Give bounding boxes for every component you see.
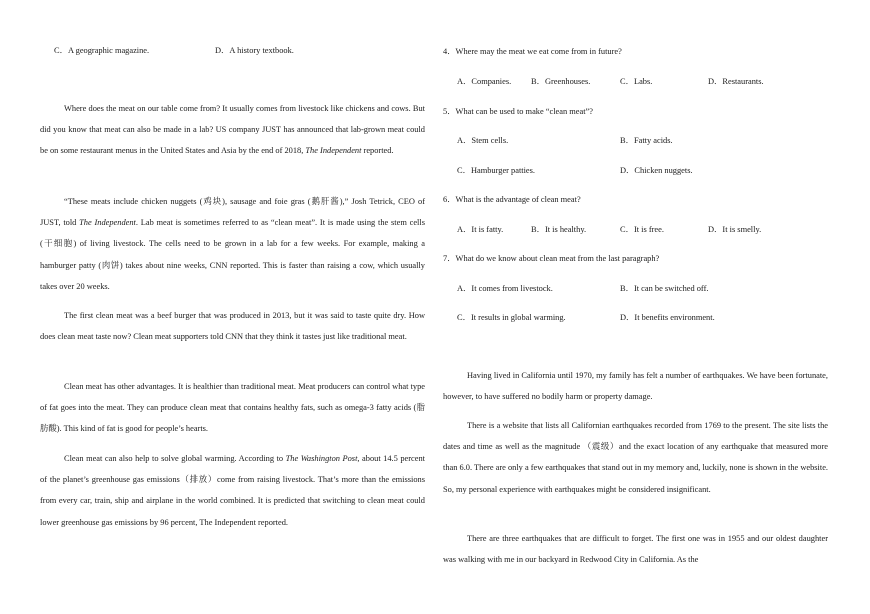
paragraph-text-run: Clean meat can also help to solve global warming. According to [64, 454, 286, 463]
passage-paragraph-2 [40, 191, 425, 297]
paragraph-text-run: , about 14.5 percent of the planet’s greenhouse gas emissions（排放）come from raising livestock. That’s more than the emissions from every car, train, ship and airplane in the world combined. It is predicted that switching to clean meat could lower greenhouse gas emissions by 96 percent, The Independent reported. [40, 454, 426, 527]
q7-option-d: D．It benefits environment. [620, 313, 715, 322]
q4-option-c: C．Labs. [620, 77, 653, 86]
q5-option-a: A．Stem cells. [457, 136, 509, 145]
passage-paragraph-4 [40, 376, 425, 440]
q5-option-d: D．Chicken nuggets. [620, 166, 693, 175]
question-6-stem: 6．What is the advantage of clean meat? [443, 195, 581, 204]
earthquake-paragraph-2: There is a website that lists all Californian earthquakes recorded from 1769 to the present. The site lists the dates and time as well as the magnitude （震级）and the exact location of any earthquake that measured more than 6.0. There are only a few earthquakes that stand out in my memory and, luckily, none is shown in the website. So, my personal experience with earthquakes might be considered insignificant. [443, 421, 828, 494]
q7-option-a: A．It comes from livestock. [457, 284, 553, 293]
q5-option-b: B．Fatty acids. [620, 136, 673, 145]
q6-option-b: B．It is healthy. [531, 225, 587, 234]
question-4-stem: 4．Where may the meat we eat come from in future? [443, 47, 622, 56]
q6-option-c: C．It is free. [620, 225, 664, 234]
q4-option-d: D．Restaurants. [708, 77, 764, 86]
question-7-stem: 7．What do we know about clean meat from the last paragraph? [443, 254, 660, 263]
passage-paragraph-5 [40, 448, 425, 533]
passage-paragraph-1 [40, 98, 425, 162]
paragraph-text-run: Where does the meat on our table come from? It usually comes from livestock like chickens and cows. But did you know that meat can also be made in a lab? US company JUST has announced that lab-grown meat could be on some restaurant menus in the United States and Asia by the end of 2018, [40, 104, 425, 156]
paragraph-text-run: reported. [361, 146, 394, 156]
italic-source-name: The Independent [305, 146, 362, 156]
option-d: D．A history textbook. [215, 46, 294, 55]
paragraph-text-run: . Lab meat is sometimes referred to as “clean meat”. It is made using the stem cells (干细胞) of living livestock. The cells need to be grown in a lab for a few weeks. For example, making a hamburger patty (肉饼) takes about nine weeks, CNN reported. This is faster than raising a cow, which usually takes over 20 weeks. [40, 218, 425, 291]
option-c: C．A geographic magazine. [54, 46, 150, 55]
paragraph-text-run: The first clean meat was a beef burger that was produced in 2013, but it was said to taste quite dry. How does clean meat taste now? Clean meat supporters told CNN that they think it tastes just like traditional meat. [40, 311, 425, 342]
earthquake-paragraph-1: Having lived in California until 1970, my family has felt a number of earthquakes. We have been fortunate, however, to have suffered no bodily harm or property damage. [443, 371, 828, 402]
q7-option-c: C．It results in global warming. [457, 313, 566, 322]
italic-source-name: The Independent [79, 218, 136, 228]
paragraph-text-run: Clean meat has other advantages. It is healthier than traditional meat. Meat producers can control what type of fat goes into the meat. They can produce clean meat that contains healthy fats, such as omega-3 fatty acids (脂肪酸). This kind of fat is good for people’s hearts. [40, 382, 425, 434]
paragraph-text-run: “These meats include chicken nuggets (鸡块), sausage and foie gras (鹅肝酱),” Josh Tetrick, CEO of JUST, told [40, 197, 425, 228]
passage-paragraph-3 [40, 305, 425, 347]
q4-option-a: A．Companies. [457, 77, 512, 86]
q6-option-a: A．It is fatty. [457, 225, 504, 234]
q4-option-b: B．Greenhouses. [531, 77, 591, 86]
q5-option-c: C．Hamburger patties. [457, 166, 535, 175]
italic-source-name: The Washington Post [285, 454, 358, 463]
earthquake-paragraph-3: There are three earthquakes that are difficult to forget. The first one was in 1955 and our oldest daughter was walking with me in our backyard in Redwood City in California. As the [443, 534, 828, 565]
q7-option-b: B．It can be switched off. [620, 284, 709, 293]
question-5-stem: 5．What can be used to make “clean meat”? [443, 107, 593, 116]
q6-option-d: D．It is smelly. [708, 225, 762, 234]
